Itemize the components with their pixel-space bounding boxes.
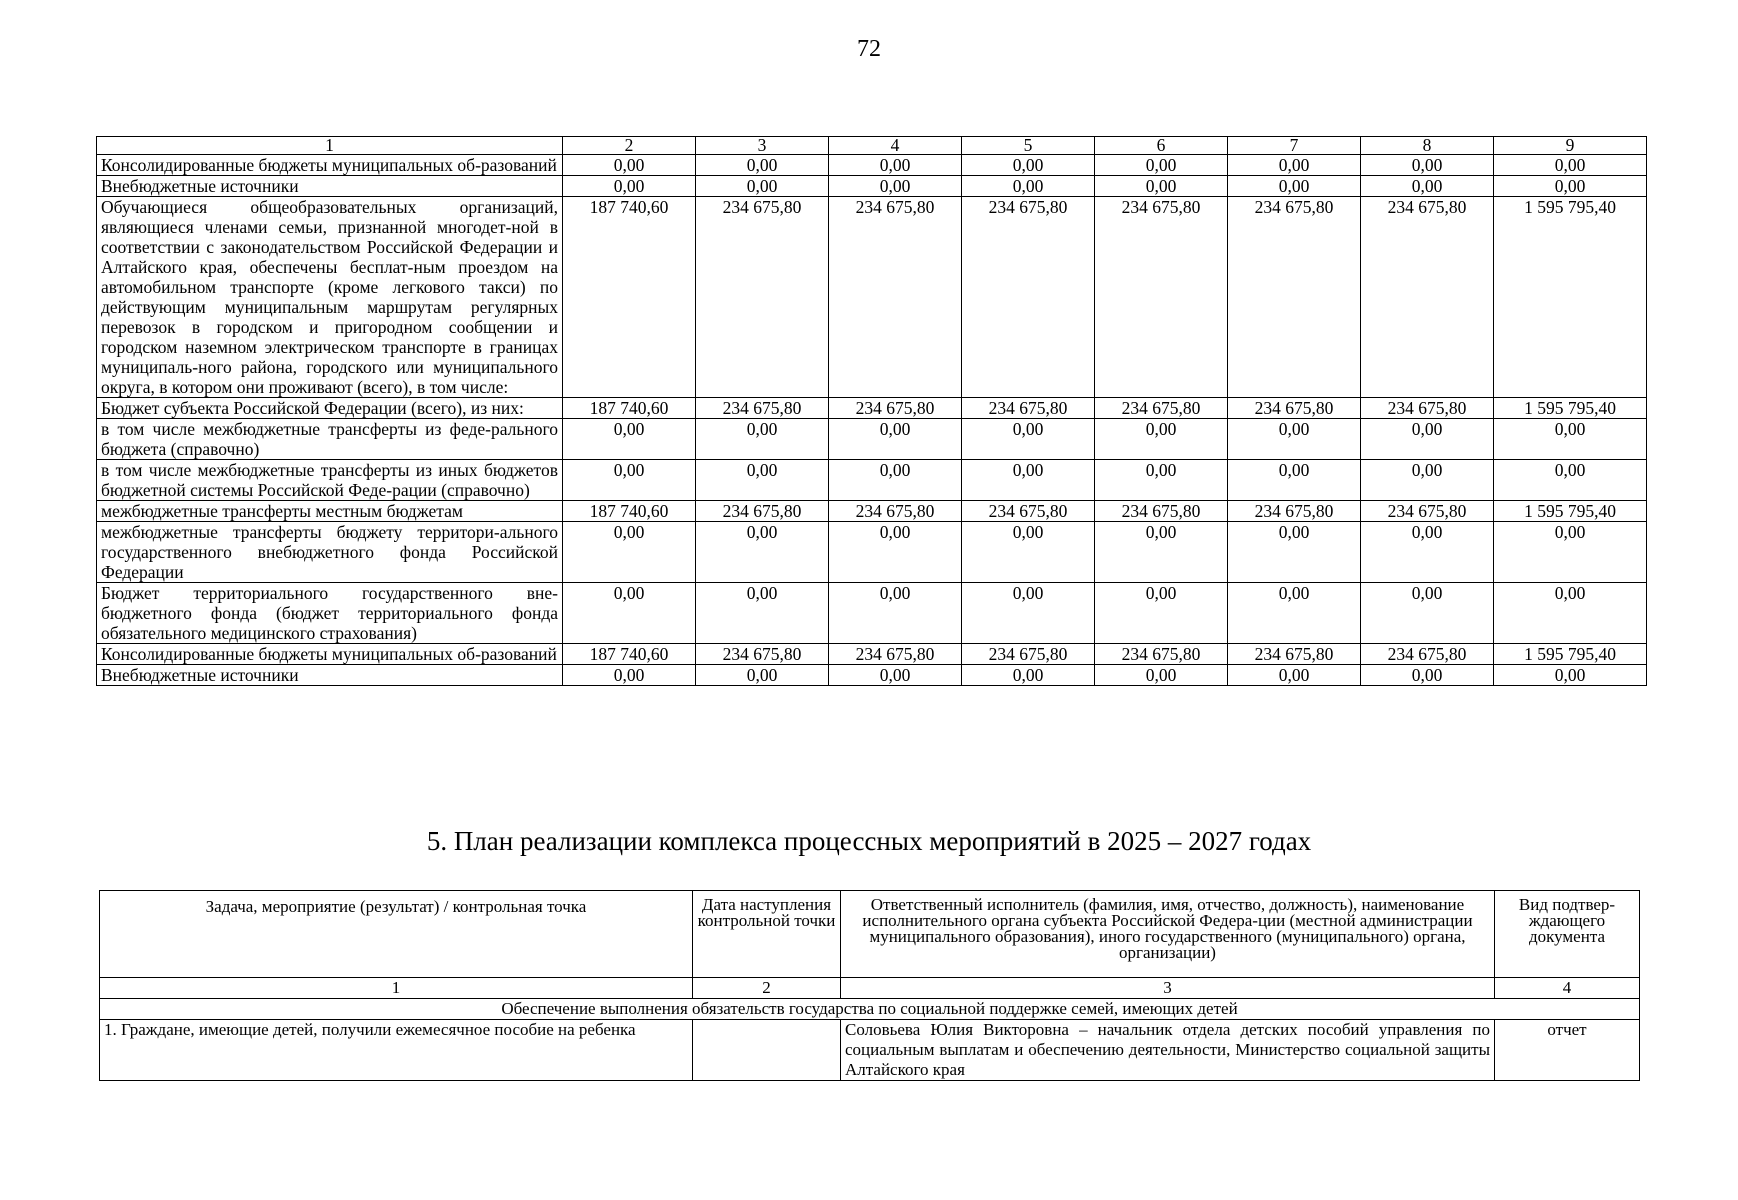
process-plan-head-row bbox=[100, 891, 1640, 978]
value-cell: 234 675,80 bbox=[696, 197, 829, 398]
value-cell: 0,00 bbox=[829, 419, 962, 460]
value-cell: 0,00 bbox=[1361, 665, 1494, 686]
value-cell: 0,00 bbox=[696, 155, 829, 176]
value-cell: 234 675,80 bbox=[1095, 398, 1228, 419]
value-cell: 0,00 bbox=[563, 176, 696, 197]
value-cell: 187 740,60 bbox=[563, 644, 696, 665]
value-cell: 0,00 bbox=[563, 665, 696, 686]
value-cell: 0,00 bbox=[829, 522, 962, 583]
date-cell bbox=[693, 1020, 841, 1081]
value-cell: 0,00 bbox=[696, 665, 829, 686]
row-label: межбюджетные трансферты бюджету территори-ального государственного внебюджетного фонда Российской Федерации bbox=[97, 522, 563, 583]
value-cell: 234 675,80 bbox=[1228, 398, 1361, 419]
value-cell: 187 740,60 bbox=[563, 398, 696, 419]
value-cell: 0,00 bbox=[1494, 460, 1647, 501]
row-label: Бюджет территориального государственного вне-бюджетного фонда (бюджет территориального фонда обязательного медицинского страхования) bbox=[97, 583, 563, 644]
value-cell: 0,00 bbox=[1095, 522, 1228, 583]
group-title: Обеспечение выполнения обязательств государства по социальной поддержке семей, имеющих детей bbox=[100, 999, 1640, 1020]
value-cell: 0,00 bbox=[1228, 583, 1361, 644]
task-cell: 1. Граждане, имеющие детей, получили ежемесячное пособие на ребенка bbox=[100, 1020, 693, 1081]
value-cell: 0,00 bbox=[1228, 419, 1361, 460]
value-cell: 0,00 bbox=[962, 583, 1095, 644]
value-cell: 0,00 bbox=[962, 176, 1095, 197]
value-cell: 0,00 bbox=[1361, 583, 1494, 644]
value-cell: 0,00 bbox=[1494, 522, 1647, 583]
header-date: Дата наступления контрольной точки bbox=[693, 891, 841, 978]
value-cell: 187 740,60 bbox=[563, 501, 696, 522]
value-cell: 0,00 bbox=[1095, 155, 1228, 176]
process-plan-number-row bbox=[100, 978, 1640, 999]
value-cell: 0,00 bbox=[1361, 176, 1494, 197]
column-number: 1 bbox=[100, 978, 693, 999]
value-cell: 0,00 bbox=[1095, 665, 1228, 686]
row-label: Консолидированные бюджеты муниципальных об-разований bbox=[97, 155, 563, 176]
process-plan-row bbox=[100, 1020, 1640, 1081]
funding-table-row bbox=[97, 419, 1647, 460]
document-cell: отчет bbox=[1495, 1020, 1640, 1081]
value-cell: 234 675,80 bbox=[1095, 644, 1228, 665]
value-cell: 234 675,80 bbox=[962, 197, 1095, 398]
value-cell: 0,00 bbox=[1228, 460, 1361, 501]
value-cell: 187 740,60 bbox=[563, 197, 696, 398]
funding-table-row bbox=[97, 665, 1647, 686]
value-cell: 234 675,80 bbox=[696, 398, 829, 419]
column-number: 4 bbox=[1495, 978, 1640, 999]
row-label: в том числе межбюджетные трансферты из иных бюджетов бюджетной системы Российской Феде-рации (справочно) bbox=[97, 460, 563, 501]
funding-table-row bbox=[97, 460, 1647, 501]
row-label: в том числе межбюджетные трансферты из феде-рального бюджета (справочно) bbox=[97, 419, 563, 460]
value-cell: 0,00 bbox=[1361, 155, 1494, 176]
value-cell: 234 675,80 bbox=[1228, 644, 1361, 665]
value-cell: 0,00 bbox=[962, 665, 1095, 686]
column-number: 3 bbox=[696, 137, 829, 155]
funding-table-row bbox=[97, 644, 1647, 665]
value-cell: 234 675,80 bbox=[1228, 197, 1361, 398]
header-document: Вид подтвер-ждающего документа bbox=[1495, 891, 1640, 978]
funding-table-row bbox=[97, 522, 1647, 583]
value-cell: 0,00 bbox=[962, 460, 1095, 501]
value-cell: 0,00 bbox=[962, 155, 1095, 176]
column-number: 1 bbox=[97, 137, 563, 155]
section-title: 5. План реализации комплекса процессных мероприятий в 2025 – 2027 годах bbox=[426, 826, 1312, 856]
value-cell: 0,00 bbox=[696, 460, 829, 501]
value-cell: 0,00 bbox=[829, 665, 962, 686]
value-cell: 234 675,80 bbox=[1228, 501, 1361, 522]
value-cell: 234 675,80 bbox=[1095, 501, 1228, 522]
funding-table-row bbox=[97, 583, 1647, 644]
value-cell: 0,00 bbox=[563, 583, 696, 644]
row-label: Бюджет субъекта Российской Федерации (всего), из них: bbox=[97, 398, 563, 419]
value-cell: 0,00 bbox=[962, 522, 1095, 583]
funding-table-row bbox=[97, 197, 1647, 398]
value-cell: 0,00 bbox=[696, 522, 829, 583]
value-cell: 0,00 bbox=[1095, 460, 1228, 501]
column-number: 2 bbox=[563, 137, 696, 155]
value-cell: 0,00 bbox=[1494, 583, 1647, 644]
value-cell: 234 675,80 bbox=[696, 501, 829, 522]
value-cell: 0,00 bbox=[829, 460, 962, 501]
header-executor: Ответственный исполнитель (фамилия, имя, отчество, должность), наименование исполнительного органа субъекта Российской Федера-ции (местной администрации муниципального образования), иного государственного (муниципального) органа, организации) bbox=[841, 891, 1495, 978]
value-cell: 234 675,80 bbox=[696, 644, 829, 665]
column-number: 9 bbox=[1494, 137, 1647, 155]
value-cell: 0,00 bbox=[696, 583, 829, 644]
value-cell: 0,00 bbox=[696, 419, 829, 460]
funding-table bbox=[96, 136, 1647, 686]
column-number: 2 bbox=[693, 978, 841, 999]
row-label: Внебюджетные источники bbox=[97, 176, 563, 197]
value-cell: 0,00 bbox=[1361, 460, 1494, 501]
value-cell: 0,00 bbox=[829, 176, 962, 197]
value-cell: 0,00 bbox=[1095, 583, 1228, 644]
value-cell: 0,00 bbox=[1494, 155, 1647, 176]
column-number: 3 bbox=[841, 978, 1495, 999]
funding-table-header-row bbox=[97, 137, 1647, 155]
funding-table-row bbox=[97, 176, 1647, 197]
executor-cell: Соловьева Юлия Викторовна – начальник отдела детских пособий управления по социальным выплатам и обеспечению деятельности, Министерство социальной защиты Алтайского края bbox=[841, 1020, 1495, 1081]
header-task: Задача, мероприятие (результат) / контрольная точка bbox=[100, 891, 693, 978]
value-cell: 0,00 bbox=[563, 522, 696, 583]
value-cell: 234 675,80 bbox=[829, 644, 962, 665]
page-number: 72 bbox=[857, 36, 881, 62]
value-cell: 234 675,80 bbox=[1361, 398, 1494, 419]
value-cell: 1 595 795,40 bbox=[1494, 644, 1647, 665]
value-cell: 1 595 795,40 bbox=[1494, 197, 1647, 398]
value-cell: 0,00 bbox=[1494, 665, 1647, 686]
value-cell: 0,00 bbox=[1095, 176, 1228, 197]
funding-table-row bbox=[97, 501, 1647, 522]
value-cell: 1 595 795,40 bbox=[1494, 398, 1647, 419]
value-cell: 234 675,80 bbox=[829, 501, 962, 522]
value-cell: 234 675,80 bbox=[962, 501, 1095, 522]
value-cell: 234 675,80 bbox=[1361, 644, 1494, 665]
column-number: 5 bbox=[962, 137, 1095, 155]
column-number: 4 bbox=[829, 137, 962, 155]
value-cell: 0,00 bbox=[1228, 176, 1361, 197]
value-cell: 234 675,80 bbox=[1361, 197, 1494, 398]
value-cell: 0,00 bbox=[1494, 419, 1647, 460]
funding-table-row bbox=[97, 398, 1647, 419]
value-cell: 0,00 bbox=[1494, 176, 1647, 197]
row-label: Консолидированные бюджеты муниципальных об-разований bbox=[97, 644, 563, 665]
column-number: 8 bbox=[1361, 137, 1494, 155]
value-cell: 0,00 bbox=[1361, 522, 1494, 583]
value-cell: 0,00 bbox=[829, 155, 962, 176]
value-cell: 0,00 bbox=[1361, 419, 1494, 460]
value-cell: 234 675,80 bbox=[829, 398, 962, 419]
value-cell: 234 675,80 bbox=[1095, 197, 1228, 398]
value-cell: 0,00 bbox=[829, 583, 962, 644]
value-cell: 0,00 bbox=[962, 419, 1095, 460]
value-cell: 0,00 bbox=[696, 176, 829, 197]
value-cell: 0,00 bbox=[1228, 665, 1361, 686]
row-label: межбюджетные трансферты местным бюджетам bbox=[97, 501, 563, 522]
row-label: Обучающиеся общеобразовательных организаций, являющиеся членами семьи, признанной многодет-ной в соответствии с законодательством Российской Федерации и Алтайского края, обеспечены бесплат-ным проездом на автомобильном транспорте (кроме легкового такси) по действующим муниципальным маршрутам регулярных перевозок в городском и пригородном сообщении и городском наземном электрическом транспорте в границах муниципаль-ного района, городского или муниципального округа, в котором они проживают (всего), в том числе: bbox=[97, 197, 563, 398]
value-cell: 0,00 bbox=[563, 460, 696, 501]
row-label: Внебюджетные источники bbox=[97, 665, 563, 686]
column-number: 6 bbox=[1095, 137, 1228, 155]
process-plan-group-row bbox=[100, 999, 1640, 1020]
funding-table-body bbox=[97, 137, 1647, 686]
value-cell: 234 675,80 bbox=[962, 398, 1095, 419]
value-cell: 234 675,80 bbox=[1361, 501, 1494, 522]
value-cell: 0,00 bbox=[1228, 155, 1361, 176]
process-plan-table bbox=[99, 890, 1640, 1081]
funding-table-row bbox=[97, 155, 1647, 176]
value-cell: 0,00 bbox=[1095, 419, 1228, 460]
value-cell: 234 675,80 bbox=[829, 197, 962, 398]
value-cell: 234 675,80 bbox=[962, 644, 1095, 665]
value-cell: 1 595 795,40 bbox=[1494, 501, 1647, 522]
value-cell: 0,00 bbox=[563, 419, 696, 460]
column-number: 7 bbox=[1228, 137, 1361, 155]
value-cell: 0,00 bbox=[1228, 522, 1361, 583]
value-cell: 0,00 bbox=[563, 155, 696, 176]
